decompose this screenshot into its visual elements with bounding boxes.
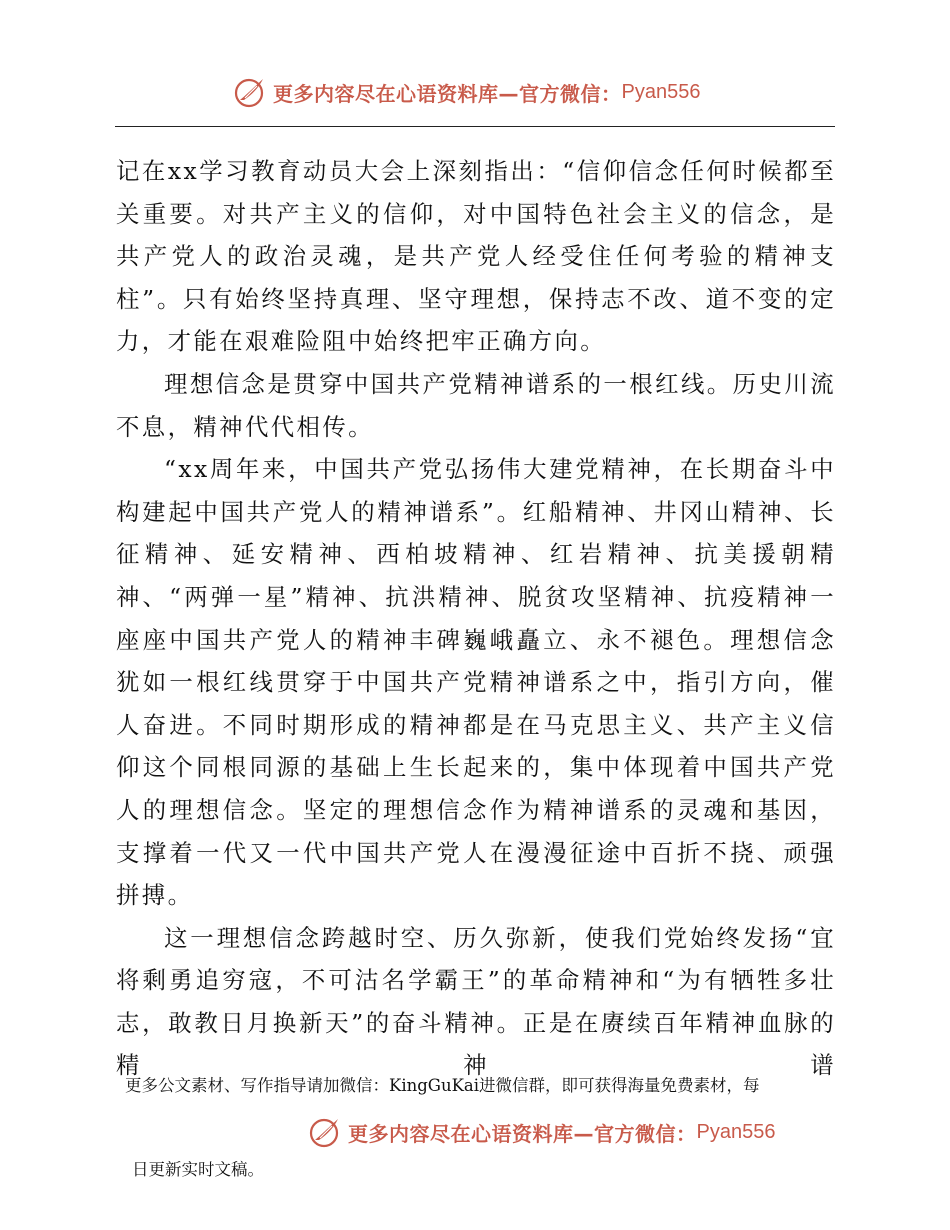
paragraph-3: “xx周年来，中国共产党弘扬伟大建党精神，在长期奋斗中构建起中国共产党人的精神谱系”。红船精神、井冈山精神、长征精神、延安精神、西柏坡精神、红岩精神、抗美援朝精神、“两弹一星”精神、抗洪精神、脱贫攻坚精神、抗疫精神一座座中国共产党人的精神丰碑巍峨矗立、永不褪色。理想信念犹如一根红线贯穿于中国共产党精神谱系之中，指引方向，催人奋进。不同时期形成的精神都是在马克思主义、共产主义信仰这个同根同源的基础上生长起来的，集中体现着中国共产党人的理想信念。坚定的理想信念作为精神谱系的灵魂和基因，支撑着一代又一代中国共产党人在漫漫征途中百折不挠、顽强拼搏。 xyxy=(116,455,836,910)
header-divider xyxy=(115,126,835,127)
footer-note-line-2: 日更新实时文稿。 xyxy=(132,1160,264,1179)
watermark-wechat-id: Pyan556 xyxy=(621,80,701,103)
paragraph-2: 理想信念是贯穿中国共产党精神谱系的一根红线。历史川流不息，精神代代相传。 xyxy=(116,369,836,441)
paragraph-4: 这一理想信念跨越时空、历久弥新，使我们党始终发扬“宜将剩勇追穷寇，不可沽名学霸王”的革命精神和“为有牺牲多壮志，敢教日月换新天”的奋斗精神。正是在赓续百年精神血脉的精神谱 xyxy=(116,923,836,1080)
quill-circle-logo-icon xyxy=(233,74,269,110)
watermark-wechat-id: Pyan556 xyxy=(696,1120,776,1143)
page-header xyxy=(0,68,950,114)
footer-note-line-1: 更多公文素材、写作指导请加微信：KingGuKai进微信群，即可获得海量免费素材，每 xyxy=(125,1076,760,1095)
watermark-text: 更多内容尽在心语资料库—官方微信： xyxy=(273,81,622,106)
document-body xyxy=(116,150,836,1087)
header-watermark xyxy=(233,72,700,112)
quill-circle-logo-icon xyxy=(308,1114,344,1150)
watermark-text: 更多内容尽在心语资料库—官方微信： xyxy=(348,1121,697,1146)
footer-watermark xyxy=(308,1112,775,1152)
paragraph-1: 记在xx学习教育动员大会上深刻指出：“信仰信念任何时候都至关重要。对共产主义的信仰，对中国特色社会主义的信念，是共产党人的政治灵魂，是共产党人经受住任何考验的精神支柱”。只有始终坚持真理、坚守理想，保持志不改、道不变的定力，才能在艰难险阻中始终把牢正确方向。 xyxy=(116,157,836,356)
